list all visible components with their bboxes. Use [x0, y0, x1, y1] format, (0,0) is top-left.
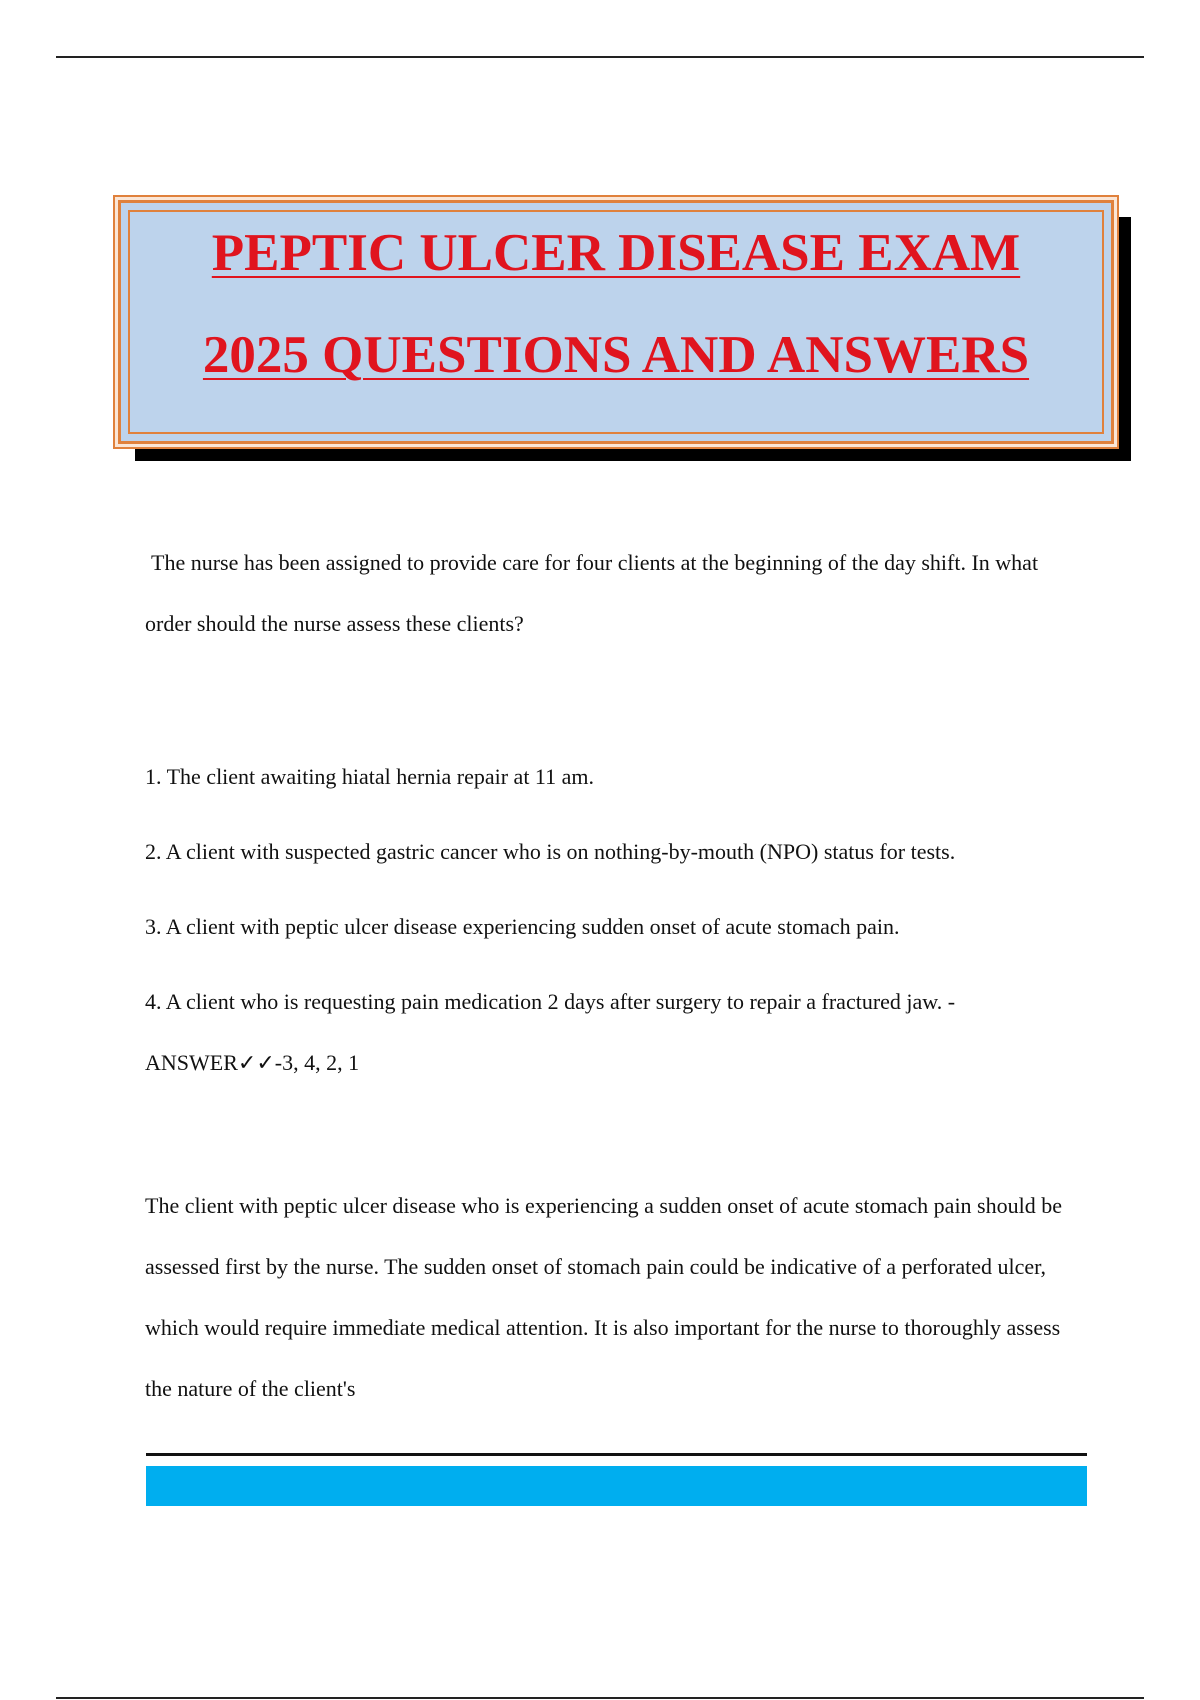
question-option-4-with-answer: 4. A client who is requesting pain medication 2 days after surgery to repair a fractured jaw. - ANSWER✓✓-3, 4, 2, 1	[145, 989, 956, 1075]
bottom-rule	[56, 1697, 1144, 1699]
title-banner-box	[118, 200, 1114, 444]
answer-explanation-text: The client with peptic ulcer disease who is experiencing a sudden onset of acute stomach pain should be assessed first by the nurse. The sudden onset of stomach pain could be indicative of a perforated ulcer, which would require immediate medical attention. It is also important for the nurse to thoroughly assess the nature of the client's	[145, 1193, 1062, 1401]
question-option-1: 1. The client awaiting hiatal hernia repair at 11 am.	[145, 764, 594, 789]
answer-explanation	[145, 1175, 1085, 1419]
document-title-line-2: 2025 QUESTIONS AND ANSWERS	[202, 326, 1030, 384]
question-option-2: 2. A client with suspected gastric cancer who is on nothing-by-mouth (NPO) status for tests.	[145, 839, 956, 864]
question-intro-text: The nurse has been assigned to provide care for four clients at the beginning of the day shift. In what order should the nurse assess these clients?	[145, 550, 1039, 636]
footer-rule	[146, 1453, 1087, 1456]
question-option-3: 3. A client with peptic ulcer disease experiencing sudden onset of acute stomach pain.	[145, 914, 900, 939]
question-options-list	[145, 746, 1085, 1093]
footer-bar	[146, 1466, 1087, 1506]
question-intro	[145, 532, 1085, 654]
document-title-line-1: PEPTIC ULCER DISEASE EXAM	[211, 224, 1021, 282]
top-rule	[56, 56, 1144, 58]
title-banner	[118, 200, 1114, 444]
